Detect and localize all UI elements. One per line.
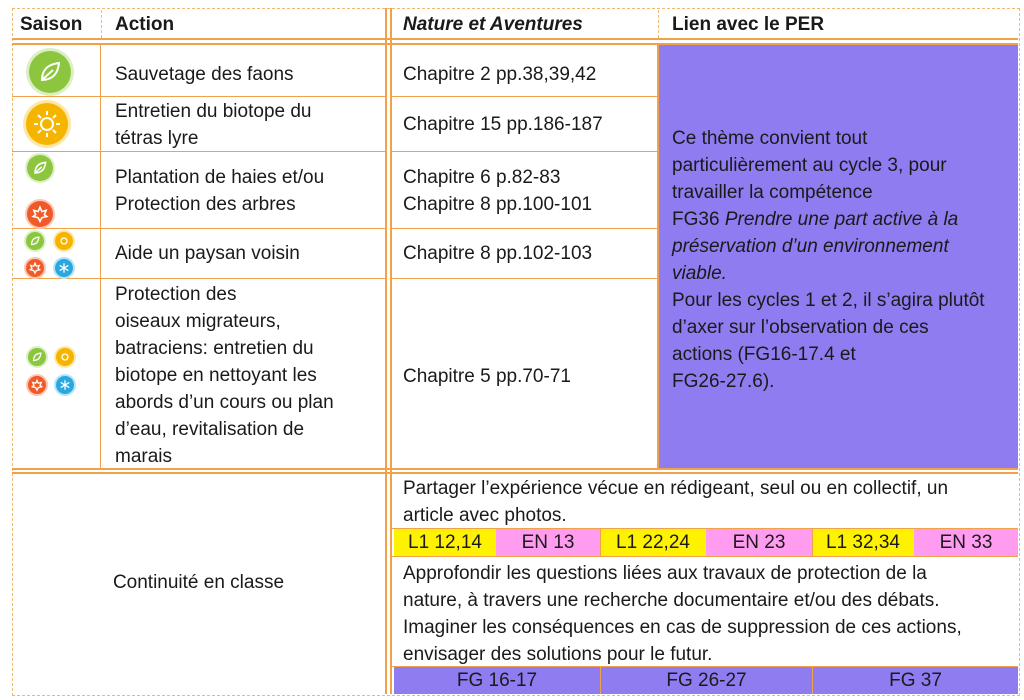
per-tag: L1 32,34	[812, 529, 914, 556]
action-line: Protection des arbres	[115, 194, 296, 215]
action-line: tétras lyre	[115, 128, 199, 149]
action-line: Entretien du biotope du	[115, 101, 312, 122]
grid-line	[812, 666, 813, 694]
action-line: abords d’un cours ou plan	[115, 392, 334, 413]
per-line	[672, 233, 1012, 260]
per-italic: viable.	[672, 263, 727, 284]
sun-icon	[55, 232, 73, 250]
continuite-label: Continuité en classe	[112, 572, 285, 593]
column-divider	[390, 8, 392, 694]
action-cell	[115, 98, 380, 152]
grid-line	[600, 528, 601, 556]
continuite-line: nature, à travers une recherche documentaire et/ou des débats.	[403, 590, 940, 611]
action-cell	[115, 164, 380, 218]
header-per: Lien avec le PER	[672, 14, 825, 35]
continuite-text-1	[403, 475, 1013, 529]
chapter-cell	[403, 363, 653, 390]
action-cell	[115, 240, 380, 267]
per-line: Pour les cycles 1 et 2, il s’agira plutôt	[672, 290, 985, 311]
grid-line	[392, 228, 657, 229]
header-saison: Saison	[20, 14, 83, 35]
chapter-line: Chapitre 8 pp.100-101	[403, 194, 593, 215]
per-tag: EN 13	[496, 529, 600, 556]
section-rule	[12, 472, 1018, 474]
grid-line	[600, 666, 601, 694]
snowflake-icon	[56, 376, 74, 394]
action-cell	[115, 61, 380, 88]
chapter-cell	[403, 61, 653, 88]
grid-line	[12, 228, 385, 229]
continuite-line: Imaginer les conséquences en cas de suppression de ces actions,	[403, 617, 962, 638]
per-line: Ce thème convient tout	[672, 128, 868, 149]
grid-line	[392, 528, 1018, 529]
chapter-line: Chapitre 6 p.82-83	[403, 167, 561, 188]
per-line	[672, 206, 1012, 233]
snowflake-icon	[55, 259, 73, 277]
chapter-cell	[403, 240, 653, 267]
per-tag: L1 12,14	[394, 529, 496, 556]
per-line: d’axer sur l’observation de ces	[672, 317, 929, 338]
column-divider	[385, 8, 387, 694]
grid-line	[392, 96, 657, 97]
sun-icon	[26, 103, 68, 145]
sun-icon	[56, 348, 74, 366]
leaf-icon	[27, 155, 53, 181]
action-line: Aide un paysan voisin	[115, 243, 300, 264]
chapter-line: Chapitre 15 pp.186-187	[403, 114, 603, 135]
grid-line	[812, 528, 813, 556]
chapter-cell	[403, 111, 653, 138]
per-tag: EN 23	[706, 529, 812, 556]
continuite-line: envisager des solutions pour le futur.	[403, 644, 713, 665]
action-line: biotope en nettoyant les	[115, 365, 317, 386]
action-line: Plantation de haies et/ou	[115, 167, 325, 188]
fg-tag: FG 16-17	[394, 667, 600, 694]
maple-leaf-icon	[26, 259, 44, 277]
grid-line	[12, 96, 385, 97]
continuite-line: Partager l’expérience vécue en rédigeant, seul ou en collectif, un	[403, 478, 949, 499]
per-line: actions (FG16-17.4 et	[672, 344, 856, 365]
fg-tag: FG 37	[813, 667, 1018, 694]
chapter-line: Chapitre 8 pp.102-103	[403, 243, 593, 264]
header-divider	[101, 10, 102, 38]
grid-line	[392, 278, 657, 279]
grid-line	[657, 45, 659, 468]
action-cell	[115, 281, 380, 470]
chapter-cell	[403, 164, 653, 218]
header-nature: Nature et Aventures	[403, 14, 583, 35]
action-line: Sauvetage des faons	[115, 64, 294, 85]
leaf-icon	[28, 348, 46, 366]
per-line: FG26-27.6).	[672, 371, 775, 392]
maple-leaf-icon	[27, 201, 53, 227]
grid-line	[392, 151, 657, 152]
per-code: FG36	[672, 209, 720, 230]
chapter-line: Chapitre 2 pp.38,39,42	[403, 64, 597, 85]
chapter-line: Chapitre 5 pp.70-71	[403, 366, 571, 387]
header-action: Action	[115, 14, 175, 35]
grid-line	[100, 45, 101, 468]
action-line: marais	[115, 446, 173, 467]
action-line: d’eau, revitalisation de	[115, 419, 305, 440]
header-rule	[12, 38, 1018, 40]
per-italic: Prendre une part active à la	[724, 209, 959, 230]
per-line: particulièrement au cycle 3, pour	[672, 155, 947, 176]
per-text	[672, 125, 1012, 395]
grid-line	[12, 278, 385, 279]
leaf-icon	[29, 51, 71, 93]
per-tag: L1 22,24	[600, 529, 706, 556]
action-line: oiseaux migrateurs,	[115, 311, 281, 332]
continuite-line: article avec photos.	[403, 505, 567, 526]
per-tag: EN 33	[914, 529, 1018, 556]
per-line: travailler la compétence	[672, 182, 873, 203]
action-line: Protection des	[115, 284, 237, 305]
maple-leaf-icon	[28, 376, 46, 394]
continuite-text-2	[403, 560, 1013, 668]
fg-tag: FG 26-27	[601, 667, 812, 694]
leaf-icon	[26, 232, 44, 250]
action-line: batraciens: entretien du	[115, 338, 314, 359]
header-divider	[658, 10, 659, 38]
per-line	[672, 260, 1012, 287]
continuite-line: Approfondir les questions liées aux travaux de protection de la	[403, 563, 927, 584]
per-italic: préservation d’un environnement	[672, 236, 949, 257]
grid-line	[392, 556, 1018, 557]
